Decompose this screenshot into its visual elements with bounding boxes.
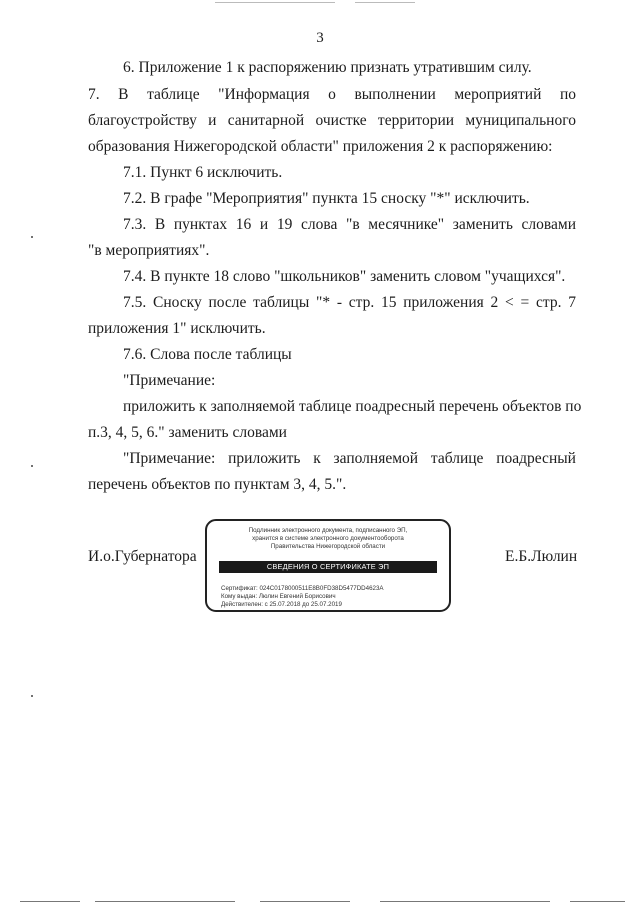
- paragraph-7-1: 7.1. Пункт 6 исключить.: [123, 164, 283, 181]
- paragraph-7-line-2: [88, 111, 576, 131]
- word: <: [505, 294, 514, 311]
- word: 7.3.: [123, 216, 147, 233]
- certificate-number: Сертификат: 024C0178000511E8B0FD38D5477DD4623A: [221, 585, 384, 592]
- word: и: [208, 112, 217, 129]
- word: о: [328, 86, 336, 103]
- paragraph-7-5-line-1: [123, 293, 576, 313]
- word: к: [313, 450, 321, 467]
- word: очистке: [315, 112, 367, 129]
- word: таблицы: [253, 294, 310, 311]
- scan-artifact: [570, 901, 625, 902]
- signatory-name: Е.Б.Люлин: [505, 548, 578, 565]
- stamp-header-line: Правительства Нижегородской области: [270, 543, 386, 550]
- word: заполняемой: [333, 450, 419, 467]
- word: стр.: [348, 294, 375, 311]
- stamp-header: [207, 527, 449, 551]
- word: санитарной: [227, 112, 305, 129]
- word: стр.: [536, 294, 562, 311]
- word: В: [118, 86, 129, 103]
- word: В: [154, 216, 166, 233]
- word: =: [520, 294, 530, 311]
- word: месячнике": [368, 216, 445, 233]
- paragraph-7-line-1: [88, 85, 576, 105]
- word: словами: [521, 216, 576, 233]
- paragraph-7-3-line-1: [123, 215, 576, 235]
- paragraph-7-6-line-6: перечень объектов по пунктам 3, 4, 5.".: [88, 476, 347, 493]
- scan-dot: [31, 236, 33, 238]
- word: по: [559, 86, 576, 103]
- word: выполнении: [354, 86, 436, 103]
- word: приложить: [228, 450, 301, 467]
- word: благоустройству: [88, 112, 197, 129]
- scan-artifact: [260, 901, 350, 902]
- word: 19: [276, 216, 293, 233]
- scan-dot: [31, 695, 33, 697]
- signatory-title: И.о.Губернатора: [88, 548, 197, 565]
- scan-dot: [31, 465, 33, 467]
- paragraph-7-6: 7.6. Слова после таблицы: [123, 346, 292, 363]
- word: 7: [568, 294, 576, 311]
- paragraph-7-2: 7.2. В графе "Мероприятия" пункта 15 сноску "*" исключить.: [123, 190, 530, 207]
- page-number: 3: [316, 30, 324, 46]
- word: поадресный: [496, 450, 576, 467]
- word: 2: [490, 294, 499, 311]
- word: муниципального: [465, 112, 576, 129]
- paragraph-7-6-line-4: п.3, 4, 5, 6." заменить словами: [88, 424, 287, 441]
- word: -: [336, 294, 342, 311]
- word: после: [208, 294, 247, 311]
- word: 15: [380, 294, 397, 311]
- paragraph-7-6-note: "Примечание:: [123, 372, 216, 389]
- word: пунктах: [173, 216, 228, 233]
- word: и: [259, 216, 269, 233]
- paragraph-7-5-line-2: приложения 1" исключить.: [88, 320, 266, 337]
- paragraph-7-4: 7.4. В пункте 18 слово "школьников" заменить словом "учащихся".: [123, 268, 566, 285]
- scan-artifact: [355, 2, 415, 3]
- word: слова: [301, 216, 338, 233]
- scan-artifact: [95, 901, 235, 902]
- scan-artifact: [20, 901, 80, 902]
- paragraph-7-line-3: образования Нижегородской области" приложения 2 к распоряжению:: [88, 138, 553, 155]
- word: 7.: [88, 86, 100, 103]
- paragraph-7-3-line-2: "в мероприятиях".: [88, 242, 210, 259]
- paragraph-6: 6. Приложение 1 к распоряжению признать утратившим силу.: [123, 59, 532, 76]
- word: 7.5.: [123, 294, 147, 311]
- word: 16: [235, 216, 252, 233]
- word: заменить: [452, 216, 513, 233]
- certificate-info-bar: СВЕДЕНИЯ О СЕРТИФИКАТЕ ЭП: [219, 561, 437, 573]
- word: "Примечание:: [123, 450, 216, 467]
- stamp-header-line: хранится в системе электронного документооборота: [252, 535, 404, 542]
- paragraph-7-6-line-5: [123, 449, 576, 469]
- paragraph-7-6-line-3: приложить к заполняемой таблице поадресный перечень объектов по: [123, 398, 582, 415]
- word: Сноску: [153, 294, 202, 311]
- word: территории: [377, 112, 455, 129]
- scan-artifact: [215, 2, 335, 3]
- electronic-signature-stamp: [205, 519, 451, 612]
- word: мероприятий: [454, 86, 542, 103]
- word: "в: [346, 216, 360, 233]
- word: приложения: [403, 294, 484, 311]
- word: "*: [316, 294, 331, 311]
- certificate-issued-to: Кому выдан: Люлин Евгений Борисович: [221, 593, 336, 600]
- certificate-validity: Действителен: с 25.07.2018 до 25.07.2019: [221, 601, 342, 608]
- scan-artifact: [380, 901, 550, 902]
- word: "Информация: [218, 86, 310, 103]
- word: таблице: [147, 86, 200, 103]
- word: таблице: [430, 450, 484, 467]
- stamp-header-line: Подлинник электронного документа, подписанного ЭП,: [248, 527, 408, 534]
